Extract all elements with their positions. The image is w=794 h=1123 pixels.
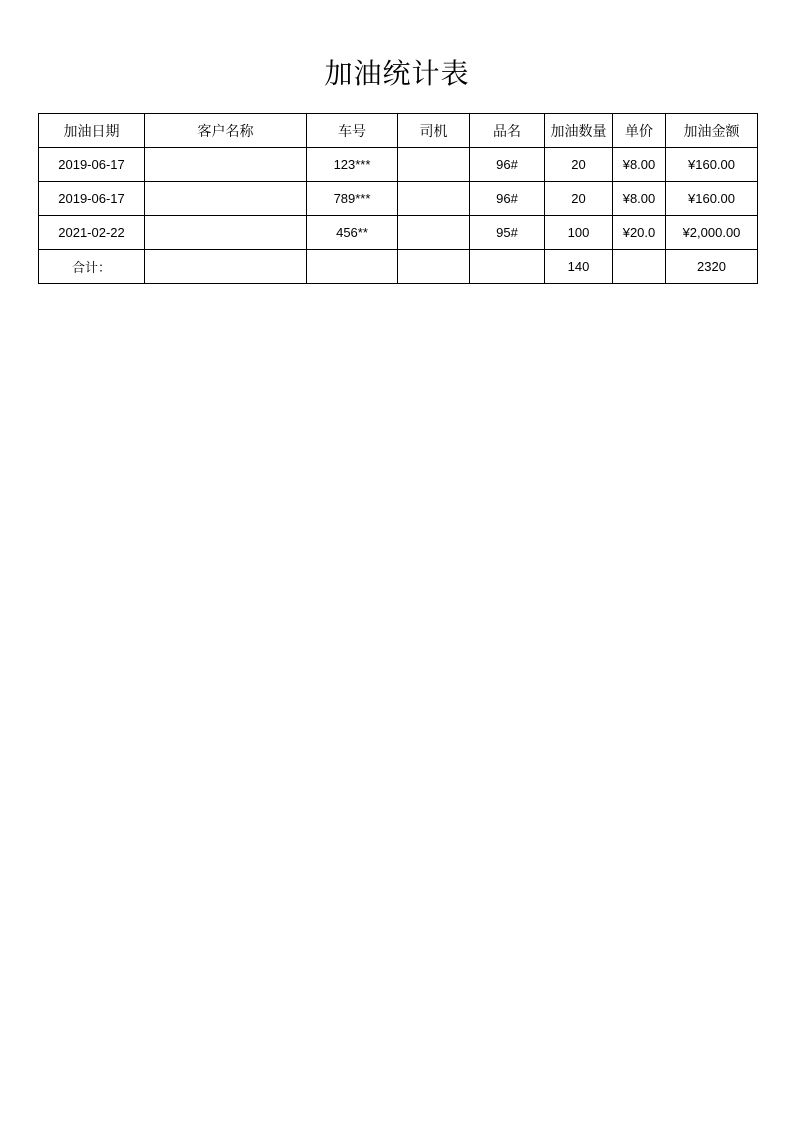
total-quantity: 140 — [545, 250, 613, 284]
cell-quantity: 20 — [545, 148, 613, 182]
column-header-fuel-date: 加油日期 — [39, 114, 145, 148]
total-label: 合计： — [39, 250, 145, 284]
cell-unit-price: ¥8.00 — [613, 148, 666, 182]
cell-amount: ¥2,000.00 — [666, 216, 758, 250]
cell-fuel-date: 2021-02-22 — [39, 216, 145, 250]
cell-driver — [398, 148, 470, 182]
cell-amount: ¥160.00 — [666, 182, 758, 216]
table-header-row — [39, 114, 758, 148]
total-empty-cell — [613, 250, 666, 284]
cell-product-name: 96# — [470, 182, 545, 216]
column-header-vehicle-number: 车号 — [307, 114, 398, 148]
cell-amount: ¥160.00 — [666, 148, 758, 182]
total-row — [39, 250, 758, 284]
cell-product-name: 96# — [470, 148, 545, 182]
cell-vehicle-number: 456** — [307, 216, 398, 250]
total-empty-cell — [145, 250, 307, 284]
column-header-customer-name: 客户名称 — [145, 114, 307, 148]
column-header-product-name: 品名 — [470, 114, 545, 148]
table-row — [39, 148, 758, 182]
page-title: 加油统计表 — [324, 57, 470, 90]
column-header-amount: 加油金额 — [666, 114, 758, 148]
fuel-statistics-table — [38, 113, 758, 284]
cell-product-name: 95# — [470, 216, 545, 250]
column-header-unit-price: 单价 — [613, 114, 666, 148]
cell-vehicle-number: 123*** — [307, 148, 398, 182]
table-row — [39, 216, 758, 250]
column-header-driver: 司机 — [398, 114, 470, 148]
cell-unit-price: ¥8.00 — [613, 182, 666, 216]
total-empty-cell — [398, 250, 470, 284]
total-amount: 2320 — [666, 250, 758, 284]
table-row — [39, 182, 758, 216]
cell-vehicle-number: 789*** — [307, 182, 398, 216]
cell-unit-price: ¥20.0 — [613, 216, 666, 250]
cell-quantity: 20 — [545, 182, 613, 216]
cell-driver — [398, 216, 470, 250]
cell-quantity: 100 — [545, 216, 613, 250]
cell-driver — [398, 182, 470, 216]
cell-customer-name — [145, 216, 307, 250]
cell-customer-name — [145, 182, 307, 216]
cell-customer-name — [145, 148, 307, 182]
total-empty-cell — [470, 250, 545, 284]
total-empty-cell — [307, 250, 398, 284]
cell-fuel-date: 2019-06-17 — [39, 148, 145, 182]
column-header-quantity: 加油数量 — [545, 114, 613, 148]
cell-fuel-date: 2019-06-17 — [39, 182, 145, 216]
